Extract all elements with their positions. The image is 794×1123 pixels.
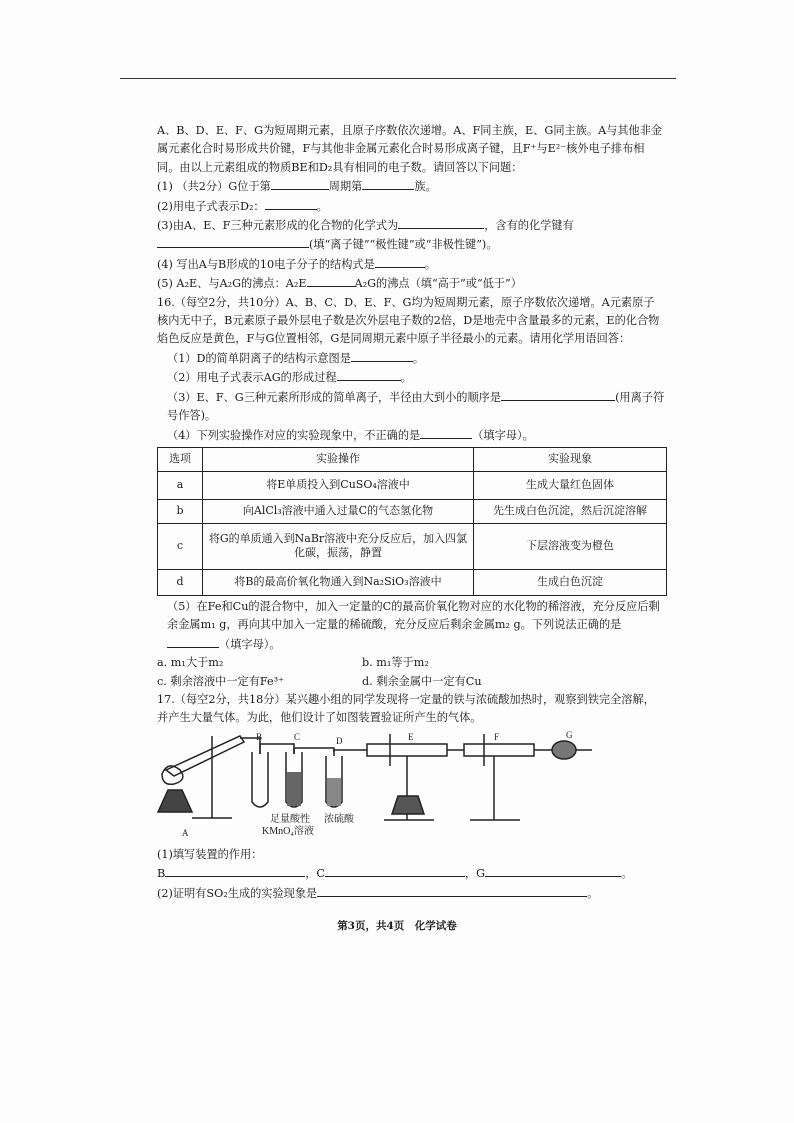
table-row xyxy=(158,569,667,595)
test-tube-b xyxy=(252,752,268,807)
option-b: b. m₁等于m₂ xyxy=(362,656,429,670)
label-kmno4-2: KMnO₄溶液 xyxy=(262,825,314,837)
answer-blank[interactable] xyxy=(325,864,465,877)
tube-e xyxy=(367,744,447,756)
answer-blank[interactable] xyxy=(165,864,305,877)
table-cell: d xyxy=(158,569,203,595)
apparatus-diagram xyxy=(152,730,665,842)
table-header: 选项 xyxy=(158,447,203,471)
burner-e xyxy=(392,796,424,814)
answer-blank[interactable] xyxy=(265,197,317,210)
option-a: a. m₁大于m₂ xyxy=(157,656,224,670)
answer-blank[interactable] xyxy=(167,635,219,648)
drying-tube-g xyxy=(552,741,576,759)
q17-part2: (2)证明有SO₂生成的实验现象是 。 xyxy=(157,884,665,903)
answer-blank[interactable] xyxy=(485,864,621,877)
q17-part1-blanks: B ，C ，G 。 xyxy=(157,864,665,883)
answer-blank[interactable] xyxy=(501,388,615,401)
q16-part3: （3）E、F、G三种元素所形成的简单离子，半径由大到小的顺序是 (用离子符号作答)。 xyxy=(157,388,665,426)
tube-f xyxy=(464,744,534,756)
option-d: d. 剩余金属中一定有Cu xyxy=(362,674,482,688)
table-cell: 向AlCl₃溶液中通入过量C的气态氢化物 xyxy=(203,499,474,523)
q15-part5: (5) A₂E、与A₂G的沸点：A₂E A₂G的沸点（填“高于”或“低于”） xyxy=(157,274,665,293)
table-cell: 将B的最高价氧化物通入到Na₂SiO₃溶液中 xyxy=(203,569,474,595)
label-kmno4-1: 足量酸性 xyxy=(270,813,310,825)
page-footer: 第3页，共4页 化学试卷 xyxy=(337,920,457,932)
answer-blank[interactable] xyxy=(420,426,472,439)
label-a: A xyxy=(182,827,189,838)
burner-a xyxy=(158,790,192,812)
table-cell: 生成白色沉淀 xyxy=(474,569,667,595)
table-cell: 将E单质投入到CuSO₄溶液中 xyxy=(203,471,474,499)
answer-blank[interactable] xyxy=(317,884,587,897)
q17-intro: 17.（每空2分，共18分）某兴趣小组的同学发现将一定量的铁与浓硫酸加热时，观察到铁完全溶解，并产生大量气体。为此，他们设计了如图装置验证所产生的气体。 xyxy=(157,692,655,725)
q16-part5: （5）在Fe和Cu的混合物中，加入一定量的C的最高价氧化物对应的水化物的稀溶液，充分反应后剩余金属m₁ g，再向其中加入一定量的稀硫酸，充分反应后剩余金属m₂ g。下列说法正确的是（填字母）。 xyxy=(167,599,660,651)
q16-intro: 16.（每空2分，共10分）A、B、C、D、E、F、G均为短周期元素，原子序数依次递增。A元素原子核内无中子，B元素原子最外层电子数是次外层电子数的2倍，D是地壳中含量最多的元素，E的化合物焰色反应是黄色，F与G位置相邻，G是同周期元素中原子半径最小的元素。请用化学用语回答： xyxy=(157,295,660,346)
flask-a xyxy=(166,736,244,776)
table-cell: 先生成白色沉淀，然后沉淀溶解 xyxy=(474,499,667,523)
table-cell: a xyxy=(158,471,203,499)
experiment-table xyxy=(157,447,667,596)
q17-part1: (1)填写装置的作用： xyxy=(157,847,263,861)
label-e: E xyxy=(408,731,414,742)
label-c: C xyxy=(294,731,301,742)
table-cell: 下层溶液变为橙色 xyxy=(474,523,667,569)
table-cell: 生成大量红色固体 xyxy=(474,471,667,499)
answer-blank[interactable] xyxy=(351,349,413,362)
table-header: 实验现象 xyxy=(474,447,667,471)
answer-blank[interactable] xyxy=(362,177,414,190)
answer-blank[interactable] xyxy=(157,235,309,248)
q15-part1: (1) （共2分）G位于第 周期第 族。 xyxy=(157,177,665,196)
table-header-row xyxy=(158,447,667,471)
exam-content xyxy=(157,122,665,903)
q16-part1: （1）D的简单阴离子的结构示意图是 。 xyxy=(157,349,665,368)
header-rule xyxy=(120,78,676,79)
apparatus-svg xyxy=(152,730,667,842)
answer-blank[interactable] xyxy=(307,274,355,287)
q15-part2: (2)用电子式表示D₂： 。 xyxy=(157,197,665,216)
table-cell: b xyxy=(158,499,203,523)
table-row xyxy=(158,499,667,523)
q16-options-row2 xyxy=(157,673,665,691)
q15-part3: (3)由A、E、F三种元素形成的化合物的化学式为 ，含有的化学键有 (填“离子键”“极性键”或“非极性键”)。 xyxy=(157,216,665,255)
table-row xyxy=(158,523,667,569)
option-c: c. 剩余溶液中一定有Fe³⁺ xyxy=(157,674,285,688)
q15-intro: A、B、D、E、F、G为短周期元素，且原子序数依次递增。A、F同主族，E、G同主族。A与其他非金属元素化合时易形成共价键，F与其他非金属元素化合时易形成离子键，且F⁺与E²⁻核外电子排布相同。由以上元素组成的物质BE和D₂具有相同的电子数。请回答以下问题： xyxy=(157,124,663,174)
table-cell: 将G的单质通入到NaBr溶液中充分反应后，加入四氯化碳，振荡，静置 xyxy=(203,523,474,569)
answer-blank[interactable] xyxy=(271,177,329,190)
label-h2so4: 浓硫酸 xyxy=(324,813,354,825)
answer-blank[interactable] xyxy=(375,255,425,268)
label-f: F xyxy=(494,731,500,742)
q15-part4: (4) 写出A与B形成的10电子分子的结构式是 。 xyxy=(157,255,665,274)
q16-part2: （2）用电子式表示AG的形成过程 。 xyxy=(157,368,665,387)
label-b: B xyxy=(256,731,263,742)
table-cell: c xyxy=(158,523,203,569)
q16-options-row1 xyxy=(157,654,665,672)
table-row xyxy=(158,471,667,499)
answer-blank[interactable] xyxy=(398,216,484,229)
label-g: G xyxy=(566,729,573,740)
q16-part4: （4）下列实验操作对应的实验现象中，不正确的是 （填字母）。 xyxy=(157,426,665,445)
label-d: D xyxy=(336,735,343,746)
table-header: 实验操作 xyxy=(203,447,474,471)
answer-blank[interactable] xyxy=(337,368,401,381)
